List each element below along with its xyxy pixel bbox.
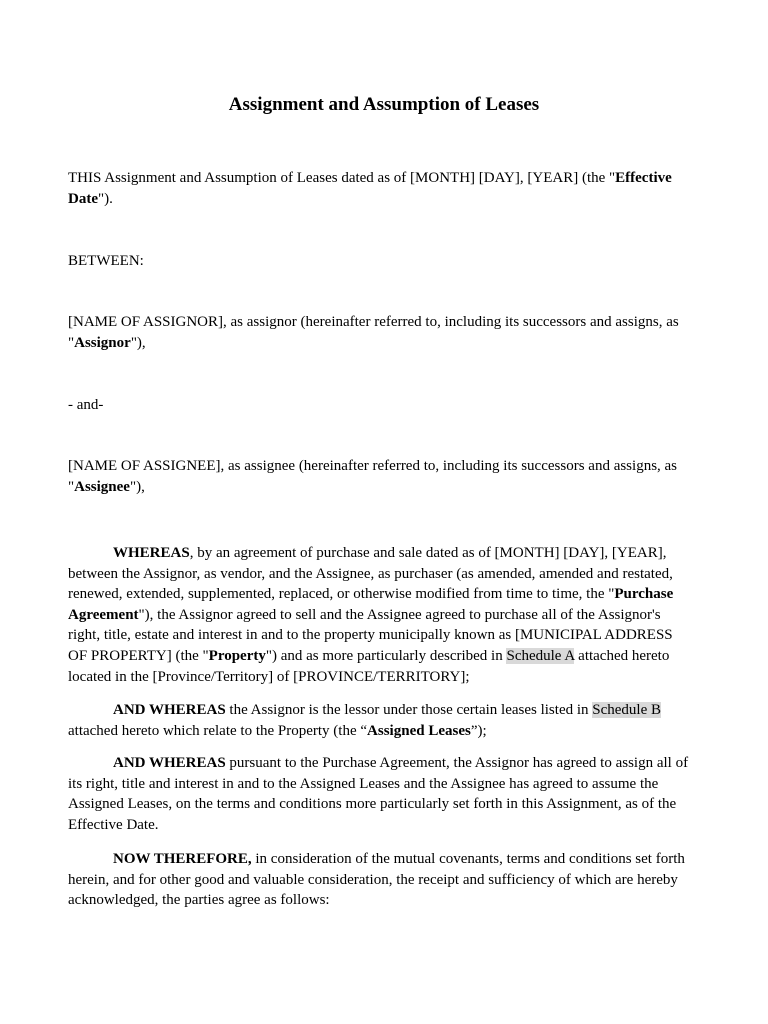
assignee-text-end: "),: [129, 478, 145, 495]
assigned-leases-term: Assigned Leases: [367, 722, 471, 739]
whereas-lead: WHEREAS: [113, 545, 190, 561]
assignor-term: Assignor: [74, 334, 131, 351]
intro-paragraph: [68, 168, 694, 209]
assignor-paragraph: [68, 312, 694, 353]
clause-text: in consideration of the mutual covenants, terms and conditions set forth herein, and for other good and valuable consideration, the receipt and sufficiency of which are hereby acknowledged, the parties agree as follows:: [68, 851, 685, 909]
schedule-a-reference: Schedule A: [506, 647, 575, 664]
assignee-text: [NAME OF ASSIGNEE], as assignee (hereinafter referred to, including its successors and assigns, as ": [68, 458, 678, 495]
intro-text-end: ").: [98, 190, 113, 207]
whereas-recital-1: [68, 543, 694, 687]
document-title: Assignment and Assumption of Leases: [228, 94, 540, 115]
whereas-recital-2: [68, 700, 694, 741]
assignee-paragraph: [68, 456, 694, 497]
recital-text: attached hereto which relate to the Property (the “: [68, 722, 368, 739]
schedule-b-reference: Schedule B: [592, 702, 662, 718]
and-whereas-lead: AND WHEREAS: [113, 702, 226, 718]
intro-text: THIS Assignment and Assumption of Leases dated as of [MONTH] [DAY], [YEAR] (the ": [68, 170, 616, 186]
effective-date-term: Effective Date: [68, 170, 672, 207]
assignee-term: Assignee: [74, 478, 130, 495]
and-whereas-lead: AND WHEREAS: [113, 755, 226, 771]
assignor-text: [NAME OF ASSIGNOR], as assignor (hereinafter referred to, including its successors and assigns, as ": [68, 314, 679, 351]
and-separator: - and-: [68, 397, 104, 413]
purchase-agreement-term: Purchase Agreement: [68, 586, 674, 623]
assignor-text-end: "),: [130, 334, 146, 351]
property-term: Property: [208, 647, 266, 664]
whereas-recital-3: [68, 753, 694, 835]
recital-text: ") and as more particularly described in: [265, 647, 507, 664]
between-label: BETWEEN:: [68, 253, 144, 269]
recital-text: , by an agreement of purchase and sale dated as of [MONTH] [DAY], [YEAR], between the Assignor, as vendor, and the Assignee, as purchaser (as amended, amended and restated, renewed, extended, supplemented, replaced, or otherwise modified from time to time, the ": [68, 545, 673, 603]
now-therefore-clause: [68, 849, 694, 911]
recital-text: attached hereto located in the [Province/Territory] of [PROVINCE/TERRITORY];: [68, 647, 670, 685]
recital-text: pursuant to the Purchase Agreement, the Assignor has agreed to assign all of its right, title and interest in and to the Assigned Leases and the Assignee has agreed to assume the Assigned Leases, on the terms and conditions more particularly set forth in this Assignment, as of the Effective Date.: [68, 755, 689, 833]
recital-text: the Assignor is the lessor under those certain leases listed in: [225, 702, 593, 718]
now-therefore-lead: NOW THEREFORE,: [113, 851, 252, 867]
recital-text: "), the Assignor agreed to sell and the Assignee agreed to purchase all of the Assignor's right, title, estate and interest in and to the property municipally known as [MUNICIPAL ADDRESS OF PROPERTY] (the ": [68, 606, 673, 664]
recital-text: ”);: [470, 722, 487, 739]
